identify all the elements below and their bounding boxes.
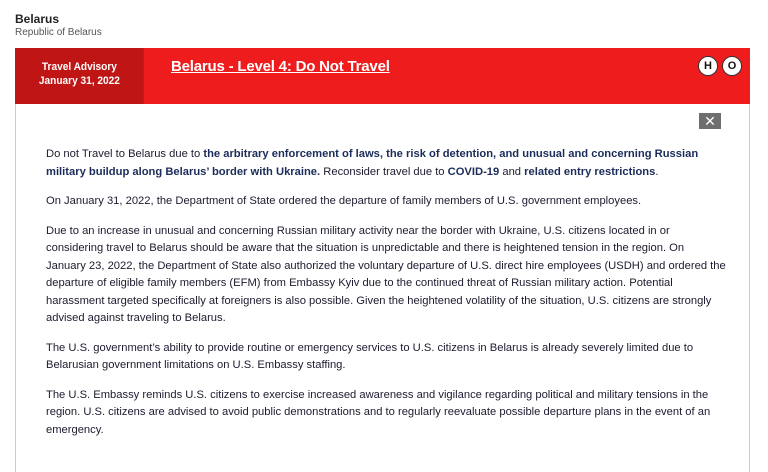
close-icon[interactable]: ✕ [699,113,721,129]
other-advisory-icon[interactable]: O [722,56,742,76]
covid-link[interactable]: COVID-19 [447,165,500,178]
health-advisory-icon[interactable]: H [698,56,718,76]
summary-text-4: . [655,165,659,178]
summary-text-1: Do not Travel to Belarus due to [46,148,204,160]
advisory-level-link[interactable]: Belarus - Level 4: Do Not Travel [171,58,390,75]
advisory-tag-date: January 31, 2022 [38,75,120,87]
summary-text-2: Reconsider travel due to [320,165,448,178]
advisory-content [46,146,726,451]
entry-restrictions-link[interactable]: related entry restrictions [524,165,656,178]
departure-paragraph: On January 31, 2022, the Department of State ordered the departure of family members of U.S. government employees. [46,195,642,207]
summary-reason: the arbitrary enforcement of laws, the risk of detention, and unusual and concerning Russian military buildup along Belarus’ border with Ukraine. [46,148,699,178]
military-activity-paragraph: Due to an increase in unusual and concerning Russian military activity near the border with Ukraine, U.S. citizens located in or considering travel to Belarus should be aware that the situation is unpredictable and there is heightened tension in the region. On January 23, 2022, the Department of State also authorized the voluntary departure of U.S. direct hire employees (USDH) and ordered the departure of eligible family members (EFM) from Embassy Kyiv due to the continued threat of Russian military action. Potential harassment targeted specifically at foreigners is also possible. Given the heightened volatility of the situation, U.S. citizens are strongly advised against traveling to Belarus. [46,224,726,324]
services-paragraph: The U.S. government’s ability to provide routine or emergency services to U.S. citizens in Belarus is already severely limited due to Belarusian government limitations on U.S. Embassy staffing. [46,341,694,371]
summary-paragraph [46,146,726,181]
country-header [15,12,102,38]
country-name: Belarus [15,12,60,26]
country-subtitle: Republic of Belarus [15,27,102,38]
advisory-tag-title: Travel Advisory [41,61,117,73]
advisory-panel [15,104,750,472]
summary-text-3: and [499,165,525,178]
embassy-reminder-paragraph: The U.S. Embassy reminds U.S. citizens to exercise increased awareness and vigilance regarding political and military tensions in the region. U.S. citizens are advised to avoid public demonstrations and to regularly reevaluate possible departure plans in the event of an emergency. [46,388,711,436]
advisory-tag [15,48,144,104]
advisory-bar [15,48,750,104]
